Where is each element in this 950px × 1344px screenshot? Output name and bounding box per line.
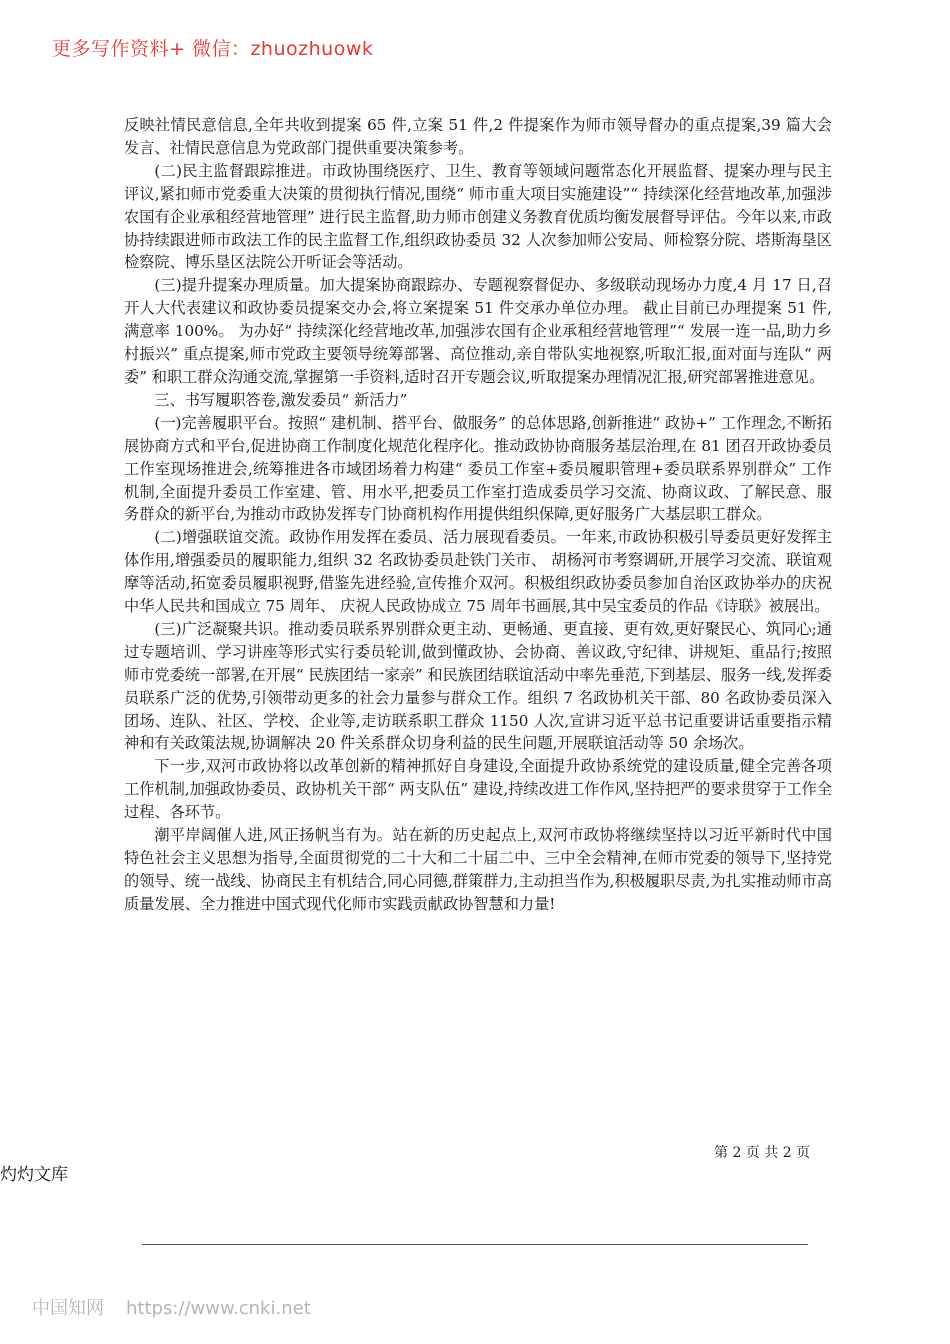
page-number: 第 2 页 共 2 页 (714, 1145, 811, 1161)
site-footer (32, 1294, 333, 1320)
document-body (124, 114, 832, 916)
library-watermark: 灼灼文库 (0, 1165, 68, 1185)
site-url: https://www.cnki.net (126, 1298, 311, 1319)
paragraph: (一)完善履职平台。按照“ 建机制、搭平台、做服务” 的总体思路,创新推进“ 政协+” 工作理念,不断拓展协商方式和平台,促进协商工作制度化规范化程序化。推动政协协商服务基层治理,在 81 团召开政协委员工作室现场推进会,统筹推进各市域团场着力构建“ 委员工作室+委员履职管理+委员联系界别群众” 工作机制,全面提升委员工作室建、管、用水平,把委员工作室打造成委员学习交流、协商议政、了解民意、服务群众的新平台,为推动市政协发挥专门协商机构作用提供组织保障,更好服务广大基层职工群众。 (124, 413, 832, 524)
section-heading: 三、书写履职答卷,激发委员“ 新活力” (154, 390, 408, 409)
promo-banner: 更多写作资料+ 微信：zhuozhuowk (52, 38, 374, 60)
site-name: 中国知网 (32, 1298, 104, 1319)
paragraph: (二)增强联谊交流。政协作用发挥在委员、活力展现看委员。一年来,市政协积极引导委员更好发挥主体作用,增强委员的履职能力,组织 32 名政协委员赴铁门关市、 胡杨河市考察调研,开展学习交流、联谊观摩等活动,拓宽委员履职视野,借鉴先进经验,宣传推介双河。积极组织政协委员参加自治区政协举办的庆祝中华人民共和国成立 75 周年、 庆祝人民政协成立 75 周年书画展,其中吴宝委员的作品《诗联》被展出。 (124, 528, 832, 616)
paragraph: (三)提升提案办理质量。加大提案协商跟踪办、专题视察督促办、多级联动现场办力度,4 月 17 日,召开人大代表建议和政协委员提案交办会,将立案提案 51 件交承办单位办理。 截止目前已办理提案 51 件,满意率 100%。 为办好“ 持续深化经营地改革,加强涉农国有企业承租经营地管理”“ 发展一连一品,助力乡村振兴” 重点提案,师市党政主要领导统筹部署、高位推动,亲自带队实地视察,听取汇报,面对面与连队“ 两委” 和职工群众沟通交流,掌握第一手资料,适时召开专题会议,听取提案办理情况汇报,研究部署推进意见。 (124, 276, 832, 386)
paragraph: 下一步,双河市政协将以改革创新的精神抓好自身建设,全面提升政协系统党的建设质量,健全完善各项工作机制,加强政协委员、政协机关干部“ 两支队伍” 建设,持续改进工作作风,坚持把严的要求贯穿于工作全过程、各环节。 (124, 757, 832, 822)
paragraph: 潮平岸阔催人进,风正扬帆当有为。站在新的历史起点上,双河市政协将继续坚持以习近平新时代中国特色社会主义思想为指导,全面贯彻党的二十大和二十届二中、三中全会精神,在师市党委的领导下,坚持党的领导、统一战线、协商民主有机结合,同心同德,群策群力,主动担当作为,积极履职尽责,为扎实推动师市高质量发展、全力推进中国式现代化师市实践贡献政协智慧和力量! (124, 826, 832, 913)
footer-divider (142, 1244, 808, 1245)
paragraph: 反映社情民意信息,全年共收到提案 65 件,立案 51 件,2 件提案作为师市领导督办的重点提案,39 篇大会发言、社情民意信息为党政部门提供重要决策参考。 (124, 116, 832, 157)
paragraph: (三)广泛凝聚共识。推动委员联系界别群众更主动、更畅通、更直接、更有效,更好聚民心、筑同心;通过专题培训、学习讲座等形式实行委员轮训,做到懂政协、会协商、善议政,守纪律、讲规矩、重品行;按照师市党委统一部署,在开展“ 民族团结一家亲” 和民族团结联谊活动中率先垂范,下到基层、服务一线,发挥委员联系广泛的优势,引领带动更多的社会力量参与群众工作。组织 7 名政协机关干部、80 名政协委员深入团场、连队、社区、学校、企业等,走访联系职工群众 1150 人次,宣讲习近平总书记重要讲话重要指示精神和有关政策法规,协调解决 20 件关系群众切身利益的民生问题,开展联谊活动等 50 余场次。 (124, 619, 832, 753)
paragraph: (二)民主监督跟踪推进。市政协围绕医疗、卫生、教育等领域问题常态化开展监督、提案办理与民主评议,紧扣师市党委重大决策的贯彻执行情况,围绕“ 师市重大项目实施建设”“ 持续深化经营地改革,加强涉农国有企业承租经营地管理” 进行民主监督,助力师市创建义务教育优质均衡发展督导评估。今年以来,市政协持续跟进师市政法工作的民主监督工作,组织政协委员 32 人次参加师公安局、师检察分院、塔斯海垦区检察院、博乐垦区法院公开听证会等活动。 (124, 161, 832, 272)
